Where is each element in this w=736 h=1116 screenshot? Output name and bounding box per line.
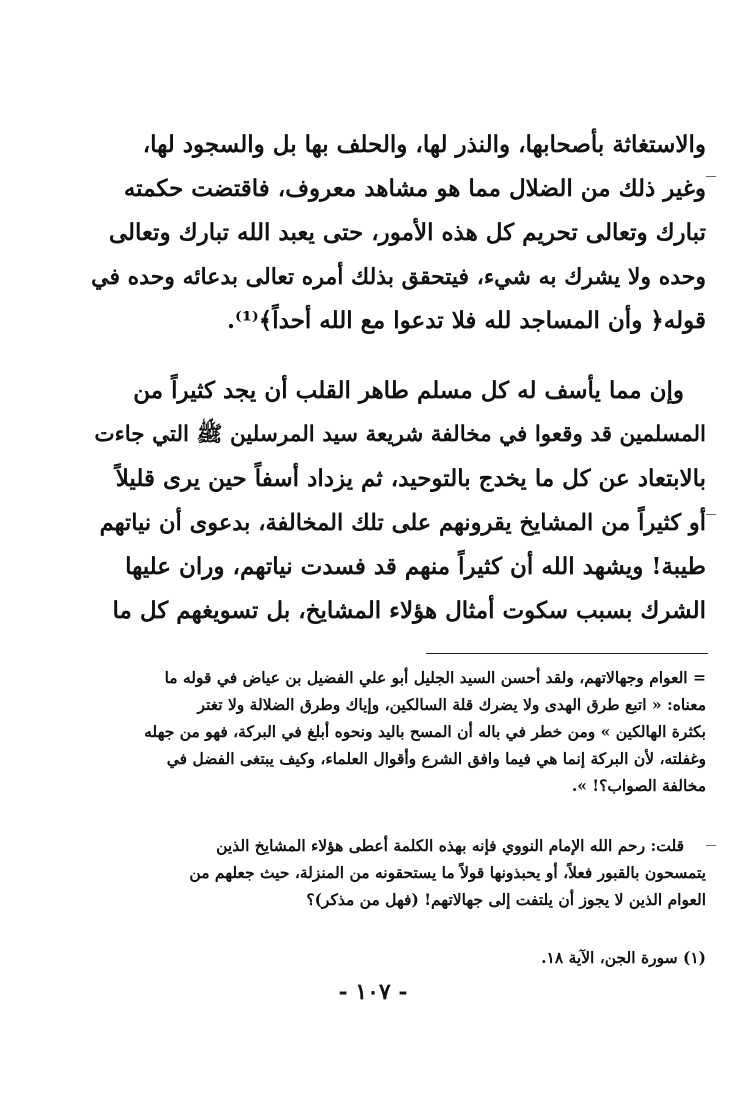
text-line: تبارك وتعالى تحريم كل هذه الأمور، حتى يعبد الله تبارك وتعالى (108, 219, 706, 246)
text-line: طيبة! ويشهد الله أن كثيراً منهم قد فسدت نياتهم، وران عليها (125, 553, 706, 580)
text-line: والاستغاثة بأصحابها، والنذر لها، والحلف بها بل والسجود لها، (142, 131, 706, 158)
text-line: المسلمين قد وقعوا في مخالفة شريعة سيد المرسلين ﷺ التي جاءت (94, 422, 706, 447)
footnote-line: مخالفة الصواب؟! ». (571, 776, 706, 795)
text-line: وإن مما يأسف له كل مسلم طاهر القلب أن يجد كثيراً من (133, 377, 684, 404)
footnote-line: العوام الذين لا يجوز أن يلتفت إلى جهالاتهم! (فهل من مذكر)؟ (306, 890, 706, 909)
scan-mark (706, 514, 716, 515)
text-line: وغير ذلك من الضلال مما هو مشاهد معروف، فاقتضت حكمته (123, 175, 706, 202)
footnote-separator (426, 653, 708, 654)
scan-mark (706, 845, 716, 846)
footnote-line: وغفلته، لأن البركة إنما هي فيما وافق الشرع وأقوال العلماء، وكيف يبتغى الفضل في (166, 749, 706, 768)
scan-mark (706, 176, 716, 177)
footnote-reference: (١) سورة الجن، الآية ١٨. (541, 948, 706, 967)
footnote-line: يتمسحون بالقبور فعلاً، أو يحبذونها قولاً ما يستحقونه من المنزلة، حيث جعلهم من (189, 863, 706, 882)
text-line: الشرك بسبب سكوت أمثال هؤلاء المشايخ، بل تسويغهم كل ما (112, 597, 706, 624)
page-number: - ١٠٧ - (338, 979, 408, 1005)
text-line: قوله﴿ وأن المساجد لله فلا تدعوا مع الله أحداً﴾⁽¹⁾. (226, 307, 706, 334)
text-line: أو كثيراً من المشايخ يقرونهم على تلك المخالفة، بدعوى أن نياتهم (99, 510, 706, 536)
footnote-line: بكثرة الهالكين » ومن خطر في باله أن المسح باليد ونحوه أبلغ في البركة، فهو من جهله (144, 722, 706, 741)
text-line: وحده ولا يشرك به شيء، فيتحقق بذلك أمره تعالى بدعائه وحده في (91, 264, 706, 290)
text-line: بالابتعاد عن كل ما يخدج بالتوحيد، ثم يزداد أسفاً حين يرى قليلاً (115, 465, 706, 492)
footnote-line: قلت: رحم الله الإمام النووي فإنه بهذه الكلمة أعطى هؤلاء المشايخ الذين (216, 836, 684, 855)
footnote-line: معناه: « اتبع طرق الهدى ولا يضرك قلة السالكين، وإياك وطرق الضلالة ولا تغتر (197, 695, 706, 714)
footnote-line: = العوام وجهالاتهم، ولقد أحسن السيد الجليل أبو علي الفضيل بن عياض في قوله ما (164, 668, 706, 687)
